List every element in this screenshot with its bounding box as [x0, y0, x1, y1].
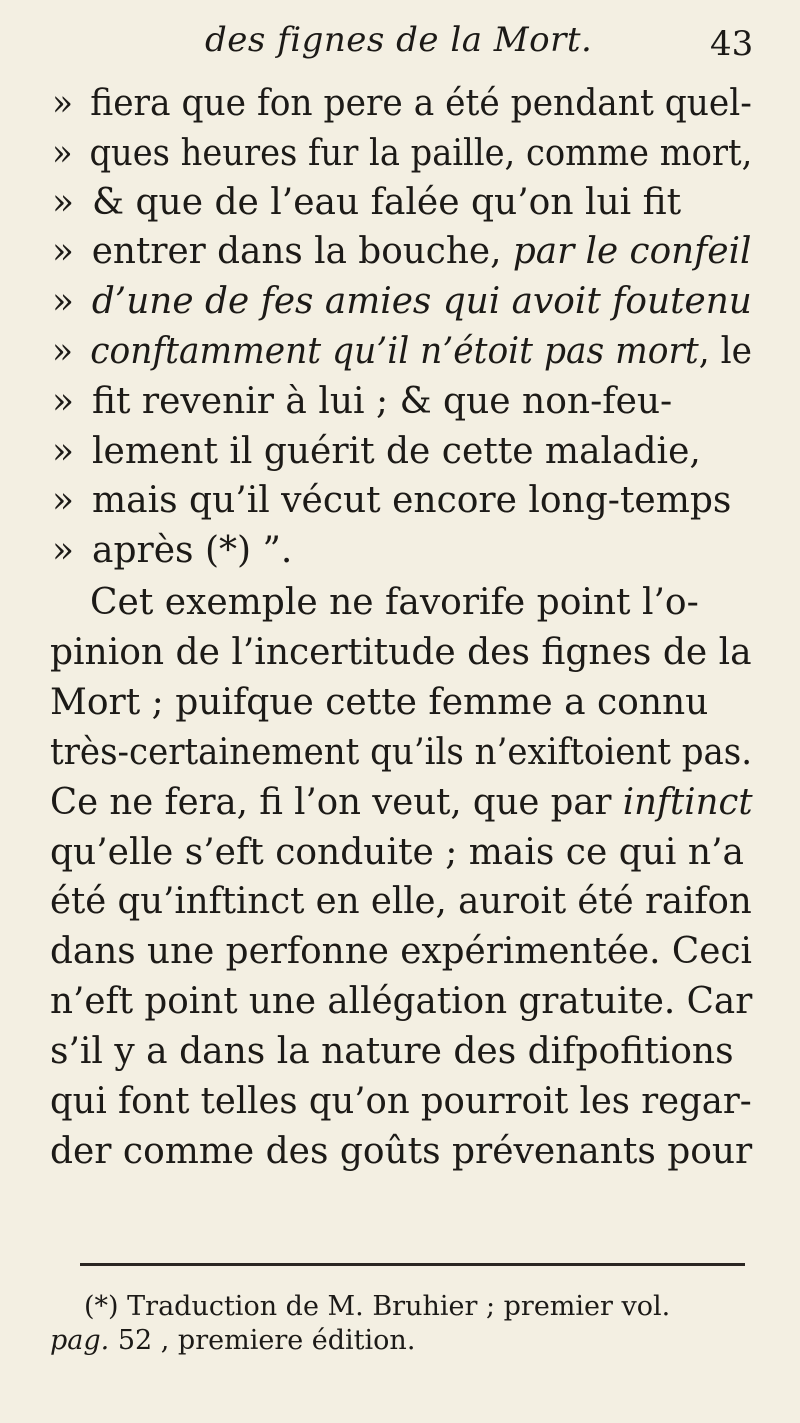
line-text: fit revenir à lui ; & que non-feu-	[92, 381, 673, 422]
line-text: der comme des goûts prévenants pour	[50, 1131, 753, 1172]
text-line	[50, 880, 752, 924]
footnote-text: 52 , premiere édition.	[109, 1325, 416, 1356]
footnote-line	[50, 1324, 415, 1358]
line-text: très-certainement qu’ils n’exiftoient pas.	[50, 732, 753, 773]
quote-mark: »	[52, 281, 74, 322]
italic-text: pag.	[50, 1325, 110, 1356]
text-line	[50, 930, 752, 974]
running-title: des fignes de la Mort.	[205, 20, 593, 60]
text-line	[52, 181, 681, 225]
text-line	[52, 430, 701, 474]
quote-mark: »	[52, 231, 74, 272]
quote-mark: »	[52, 530, 75, 571]
line-text: dans une perfonne expérimentée. Ceci	[50, 931, 752, 972]
line-text: qui font telles qu’on pourroit les regar-	[50, 1081, 752, 1122]
line-text: pinion de l’incertitude des fignes de la	[50, 632, 752, 673]
line-text: été qu’inftinct en elle, auroit été raifon	[50, 881, 752, 922]
text-line	[50, 731, 752, 775]
line-text: Ce ne fera, fi l’on veut, que par	[50, 782, 623, 823]
text-line	[50, 1080, 752, 1124]
line-text: fiera que fon pere a été pendant quel-	[90, 83, 752, 124]
text-line	[50, 681, 708, 725]
line-text: entrer dans la bouche,	[91, 231, 513, 272]
italic-text: inftinct	[622, 782, 753, 823]
quote-mark: »	[52, 480, 75, 521]
quote-mark: »	[52, 83, 74, 124]
page-number: 43	[710, 24, 754, 64]
text-line	[90, 581, 699, 625]
quote-mark: »	[52, 381, 75, 422]
text-line	[50, 1130, 752, 1174]
line-text: n’eft point une allégation gratuite. Car	[50, 981, 753, 1022]
line-text: , le	[698, 331, 753, 372]
text-line	[50, 781, 753, 825]
line-text: lement il guérit de cette maladie,	[92, 431, 701, 472]
quote-mark: »	[52, 431, 75, 472]
line-text: ques heures fur la paille, comme mort,	[89, 133, 753, 174]
line-text: Mort ; puifque cette femme a connu	[50, 682, 709, 723]
text-line	[52, 380, 672, 424]
line-text: s’il y a dans la nature des difpofitions	[50, 1031, 734, 1072]
text-line	[50, 980, 752, 1024]
text-line	[52, 529, 292, 573]
quote-mark: »	[52, 133, 73, 174]
text-line	[52, 82, 752, 126]
text-line	[52, 479, 731, 523]
text-line	[50, 1030, 734, 1074]
quote-mark: »	[52, 331, 74, 372]
page-header	[0, 20, 800, 70]
text-line	[52, 280, 752, 324]
text-line	[50, 831, 744, 875]
italic-text: d’une de fes amies qui avoit foutenu	[91, 281, 752, 322]
line-text: qu’elle s’eft conduite ; mais ce qui n’a	[50, 832, 744, 873]
italic-text: par le confeil	[512, 231, 752, 272]
quote-mark: »	[52, 182, 75, 223]
line-text: Cet exemple ne favorife point l’o-	[90, 582, 699, 623]
text-line	[52, 230, 751, 274]
footnote-line: (*) Traduction de M. Bruhier ; premier vol.	[84, 1291, 671, 1322]
italic-text: conftamment qu’il n’étoit pas mort	[90, 331, 699, 372]
text-line	[50, 631, 752, 675]
line-text: & que de l’eau falée qu’on lui fit	[92, 182, 682, 223]
line-text: mais qu’il vécut encore long-temps	[92, 480, 732, 521]
footnote-rule	[80, 1263, 745, 1266]
text-line	[52, 132, 752, 176]
text-line	[52, 330, 752, 374]
line-text: après (*) ”.	[92, 530, 293, 571]
